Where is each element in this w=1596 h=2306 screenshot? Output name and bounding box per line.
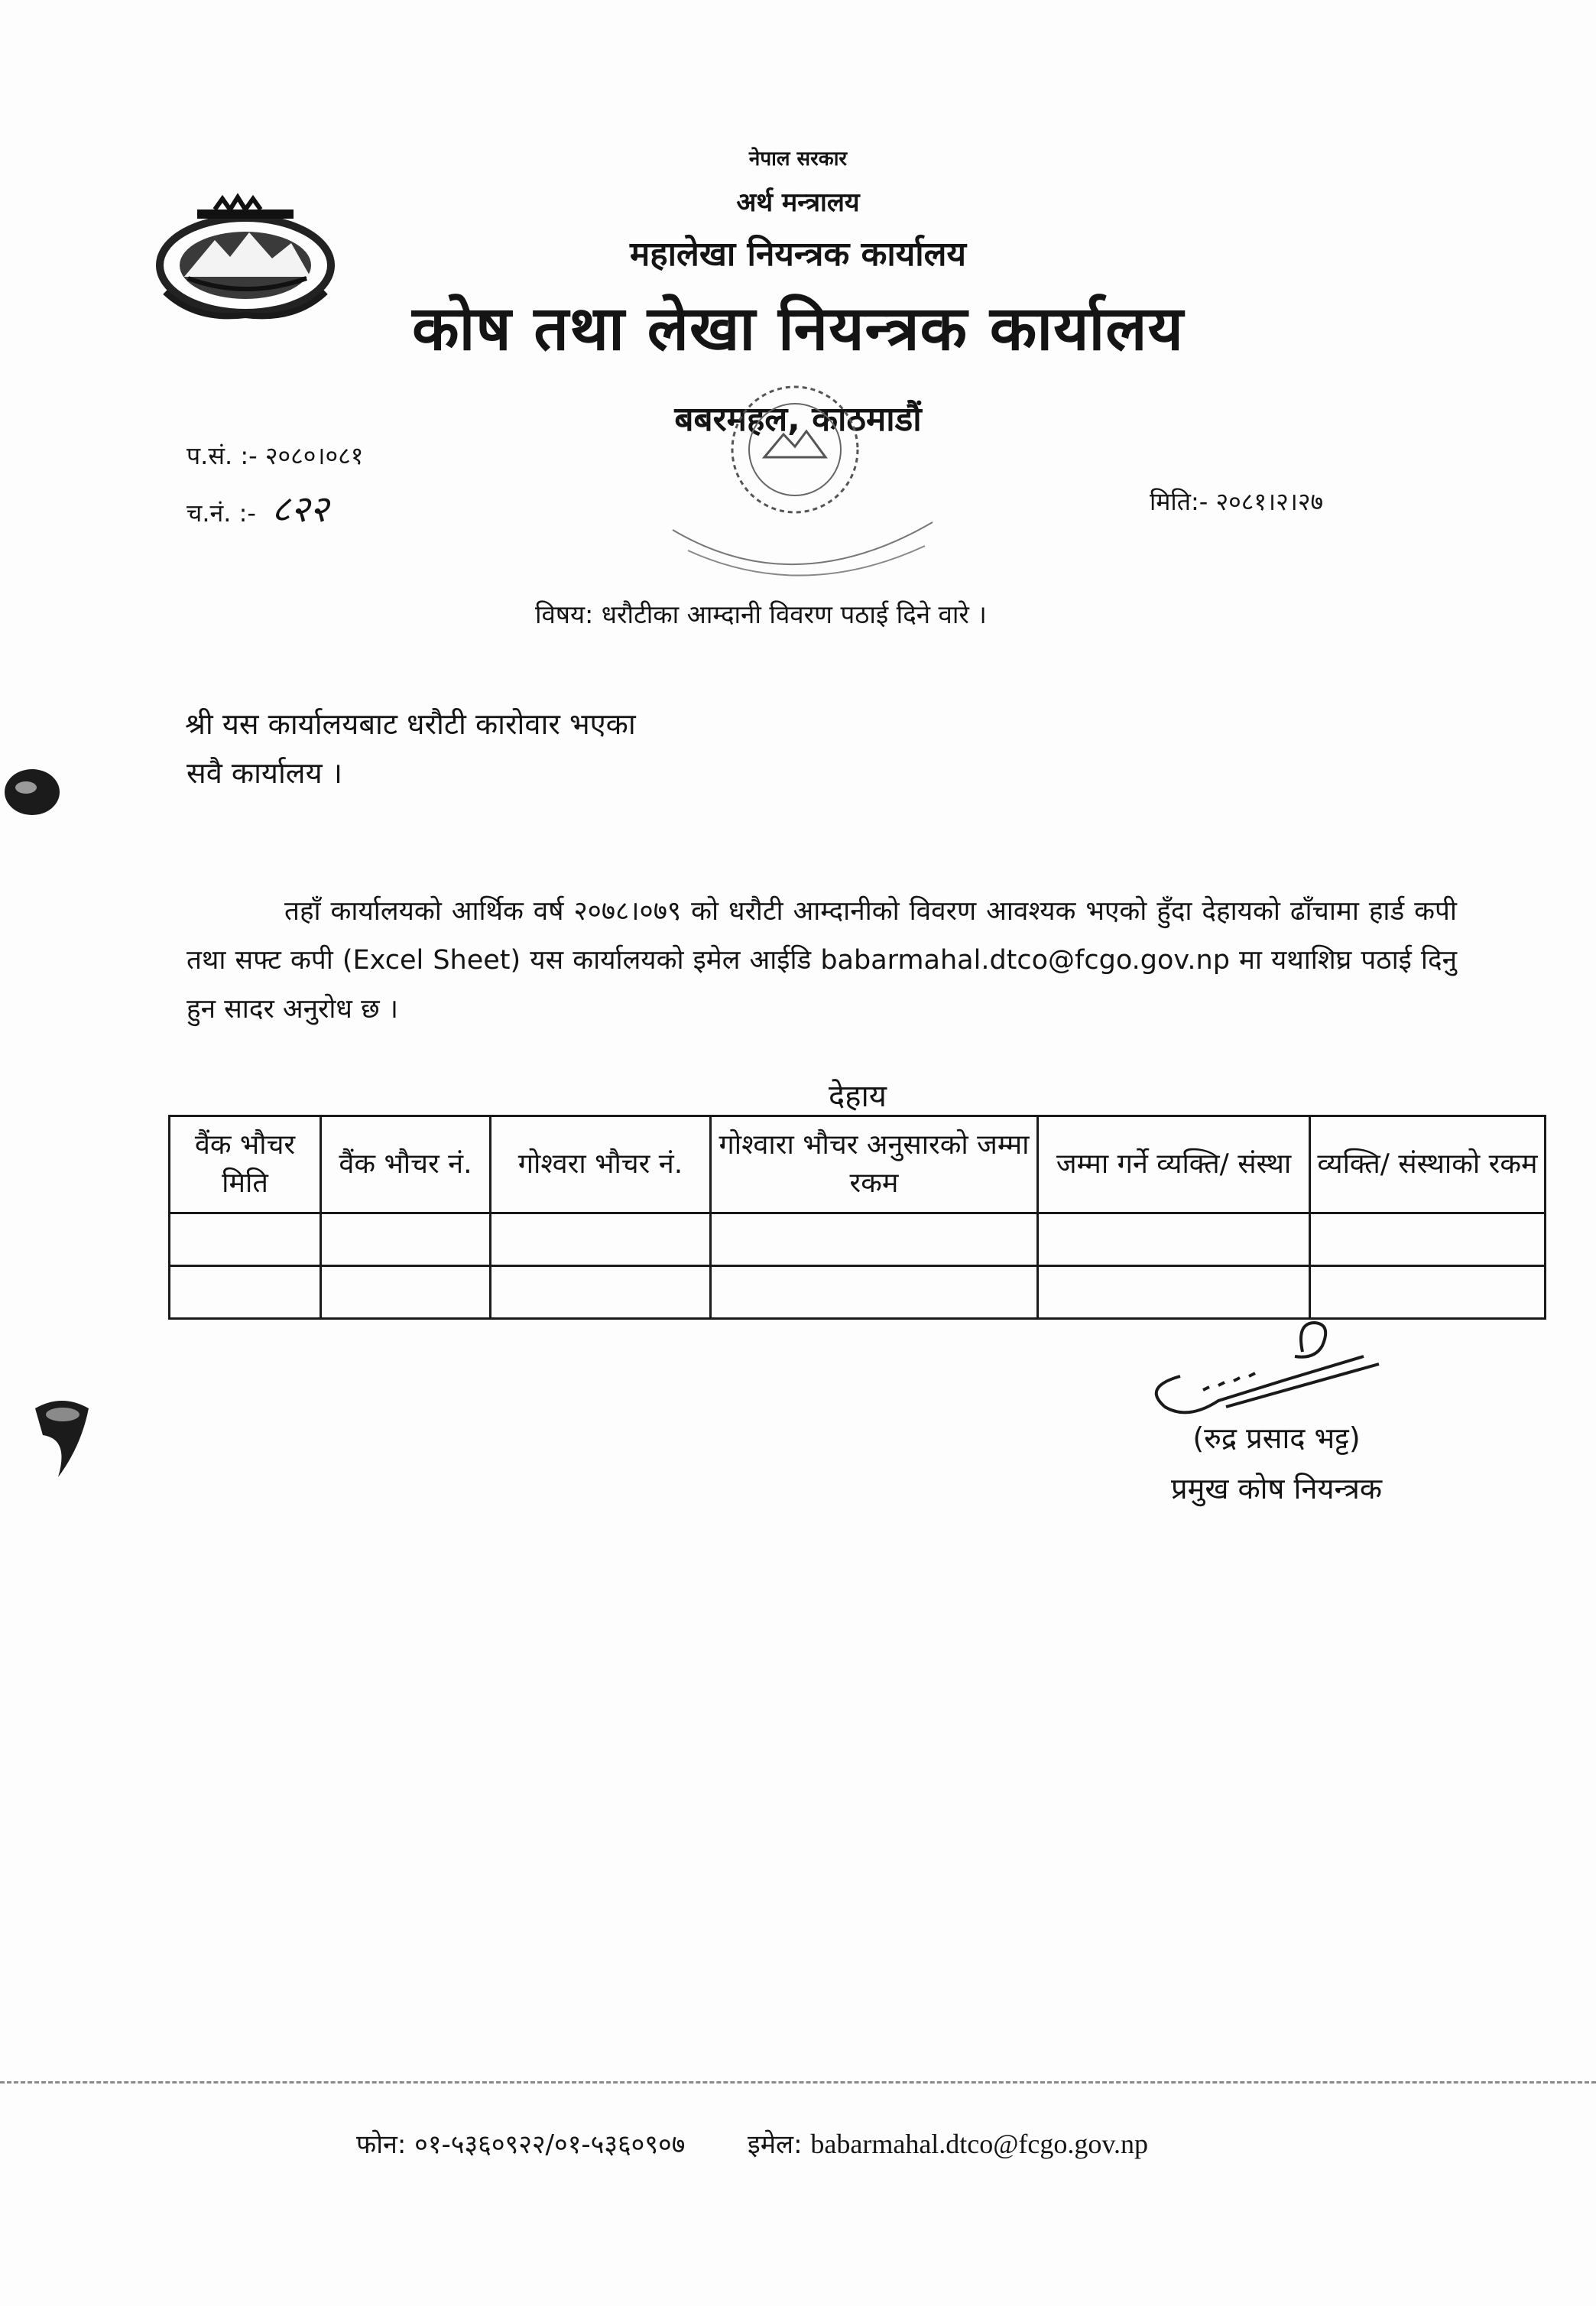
table-cell — [170, 1213, 321, 1266]
table-header-row — [170, 1116, 1546, 1213]
subject-label: विषय: — [535, 599, 594, 629]
annex-table — [168, 1115, 1546, 1320]
addressee-line-2: सवै कार्यालय । — [187, 756, 343, 790]
table-cell — [1310, 1213, 1546, 1266]
subject-line — [535, 596, 987, 631]
table-cell — [170, 1266, 321, 1319]
table-header-cell: व्यक्ति/ संस्थाको रकम — [1310, 1116, 1546, 1213]
dispatch-label: च.नं. :- — [187, 499, 256, 528]
table-cell — [1310, 1266, 1546, 1319]
signatory-name: (रुद्र प्रसाद भट्ट) — [1192, 1421, 1361, 1455]
punch-hole-mark-icon — [0, 755, 69, 824]
table-caption: देहाय — [828, 1079, 887, 1114]
dispatch-number — [187, 483, 329, 533]
letter-date — [1150, 485, 1323, 518]
date-value: २०८१।२।२७ — [1215, 487, 1324, 516]
dispatch-value-handwritten: ८२२ — [271, 488, 329, 531]
table-cell — [711, 1266, 1038, 1319]
reference-number — [187, 439, 363, 472]
table-cell — [491, 1266, 711, 1319]
addressee-line-1: श्री यस कार्यालयबाट धरौटी कारोवार भएका — [185, 707, 636, 741]
table-header-cell: वैंक भौचर मिति — [170, 1116, 321, 1213]
table-cell — [1038, 1266, 1310, 1319]
table-row — [170, 1266, 1546, 1319]
body-paragraph: तहाँ कार्यालयको आर्थिक वर्ष २०७८।०७९ को धरौटी आम्दानीको विवरण आवश्यक भएको हुँदा देहायको ढाँचामा हार्ड कपी तथा सफ्ट कपी (Excel Sheet) यस कार्यालयको इमेल आईडि babarmahal.dtco@fcgo.gov.np मा यथाशिघ्र पठाई दिनु हुन सादर अनुरोध छ । — [187, 896, 1457, 1025]
header-government: नेपाल सरकार — [748, 148, 848, 171]
email-label: इमेल: — [748, 2129, 803, 2160]
nepal-emblem-logo — [150, 193, 341, 323]
office-seal-stamp — [642, 373, 963, 595]
table-cell — [711, 1213, 1038, 1266]
date-label: मिति:- — [1150, 487, 1208, 516]
table-header-cell: जम्मा गर्ने व्यक्ति/ संस्था — [1038, 1116, 1310, 1213]
table-cell — [321, 1213, 491, 1266]
reference-value: २०८०।०८१ — [264, 441, 364, 470]
email-value[interactable]: babarmahal.dtco@fcgo.gov.np — [810, 2129, 1149, 2159]
header-ministry: अर्थ मन्त्रालय — [736, 187, 860, 218]
table-header-cell: वैंक भौचर नं. — [321, 1116, 491, 1213]
signatory-title: प्रमुख कोष नियन्त्रक — [1170, 1472, 1383, 1505]
table-header-cell: गोश्वारा भौचर अनुसारको जम्मा रकम — [711, 1116, 1038, 1213]
footer-divider — [0, 2081, 1596, 2084]
header-location: बबरमहल, काठमाडौं — [674, 400, 922, 439]
table-cell — [321, 1266, 491, 1319]
phone-value: ०१-५३६०९२२/०१-५३६०९०७ — [414, 2129, 686, 2160]
phone-label: फोन: — [356, 2129, 407, 2160]
header-fcgo: महालेखा नियन्त्रक कार्यालय — [629, 235, 967, 274]
punch-hole-mark-icon — [28, 1393, 96, 1485]
header-office-title: कोष तथा लेखा नियन्त्रक कार्यालय — [412, 293, 1184, 364]
footer-contact — [356, 2126, 1148, 2161]
table-cell — [1038, 1213, 1310, 1266]
table-header-cell: गोश्वरा भौचर नं. — [491, 1116, 711, 1213]
subject-text: धरौटीका आम्दानी विवरण पठाई दिने वारे । — [601, 599, 987, 629]
table-cell — [491, 1213, 711, 1266]
reference-label: प.सं. :- — [187, 441, 258, 470]
table-row — [170, 1213, 1546, 1266]
